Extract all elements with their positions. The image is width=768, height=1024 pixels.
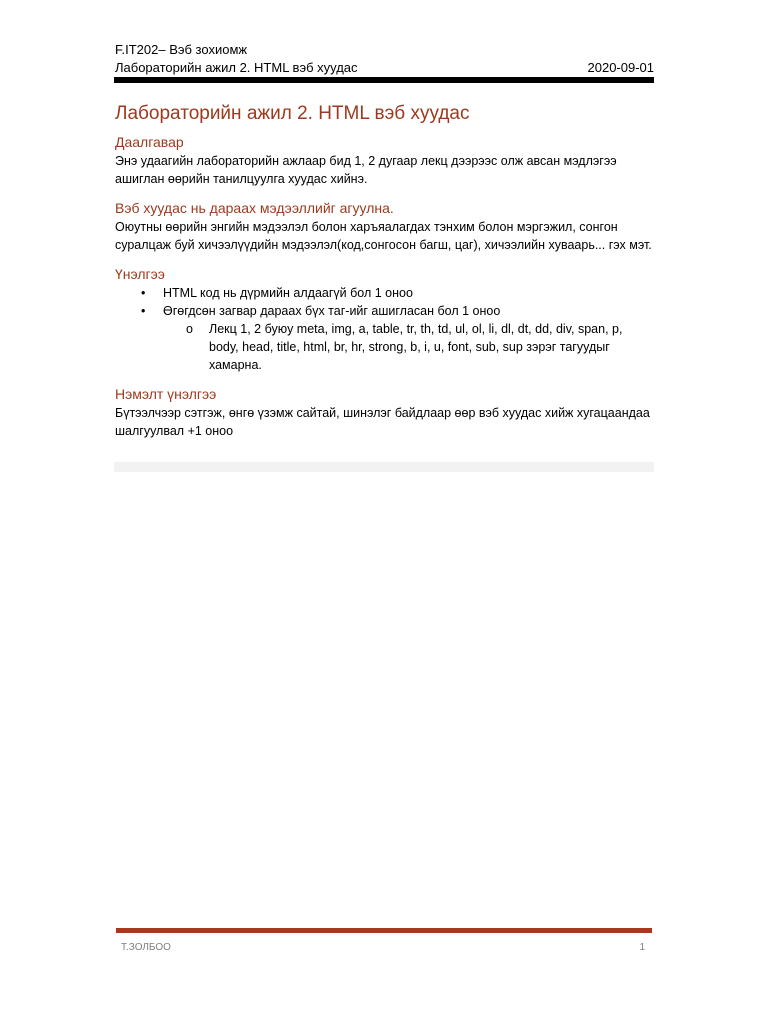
footer-divider <box>116 928 652 933</box>
section-heading-grading: Үнэлгээ <box>115 266 165 282</box>
list-item <box>163 302 654 374</box>
list-item-text: Өгөгдсөн загвар дараах бүх таг-ийг ашигласан бол 1 оноо <box>163 304 501 318</box>
content-end-divider <box>114 462 654 472</box>
section-heading-extra: Нэмэлт үнэлгээ <box>115 386 217 402</box>
section-heading-task: Даалгавар <box>115 134 184 150</box>
section-text-content: Оюутны өөрийн энгийн мэдээлэл болон харъяалагдах тэнхим болон мэргэжил, сонгон суралцаж буй хичээлүүдийн мэдээлэл(код,сонгосон багш, цаг), хичээлийн хуваарь... гэх мэт. <box>115 220 652 252</box>
page-number: 1 <box>639 942 645 953</box>
page-header <box>115 41 654 77</box>
section-heading-content: Вэб хуудас нь дараах мэдээллийг агуулна. <box>115 200 394 216</box>
page-title: Лабораторийн ажил 2. HTML вэб хуудас <box>115 103 470 124</box>
grading-sublist <box>163 320 654 374</box>
header-date: 2020-09-01 <box>587 60 654 75</box>
header-subtitle: Лабораторийн ажил 2. HTML вэб хуудас <box>115 60 358 75</box>
section-text-extra: Бүтээлчээр сэтгэж, өнгө үзэмж сайтай, шинэлэг байдлаар өөр вэб хуудас хийж хугацаандаа шалгуулвал +1 оноо <box>115 406 650 438</box>
page-footer <box>121 942 645 953</box>
sub-list-item: o Лекц 1, 2 буюу meta, img, a, table, tr, th, td, ul, ol, li, dl, dt, dd, div, span, p, body, head, title, html, br, hr, strong, b, i, u, font, sub, sup зэрэг тагуудыг хамарна. <box>209 320 654 374</box>
footer-author: Т.ЗОЛБОО <box>121 942 171 953</box>
section-text-task: Энэ удаагийн лабораторийн ажлаар бид 1, 2 дугаар лекц дээрээс олж авсан мэдлэгээ ашиглан өөрийн танилцуулга хуудас хийнэ. <box>115 154 617 186</box>
course-name: F.IT202– Вэб зохиомж <box>115 42 248 57</box>
grading-list <box>115 284 654 374</box>
list-item: • HTML код нь дүрмийн алдаагүй бол 1 оноо <box>163 284 654 302</box>
main-content <box>115 102 654 451</box>
header-row <box>115 59 654 77</box>
header-divider <box>114 77 654 83</box>
